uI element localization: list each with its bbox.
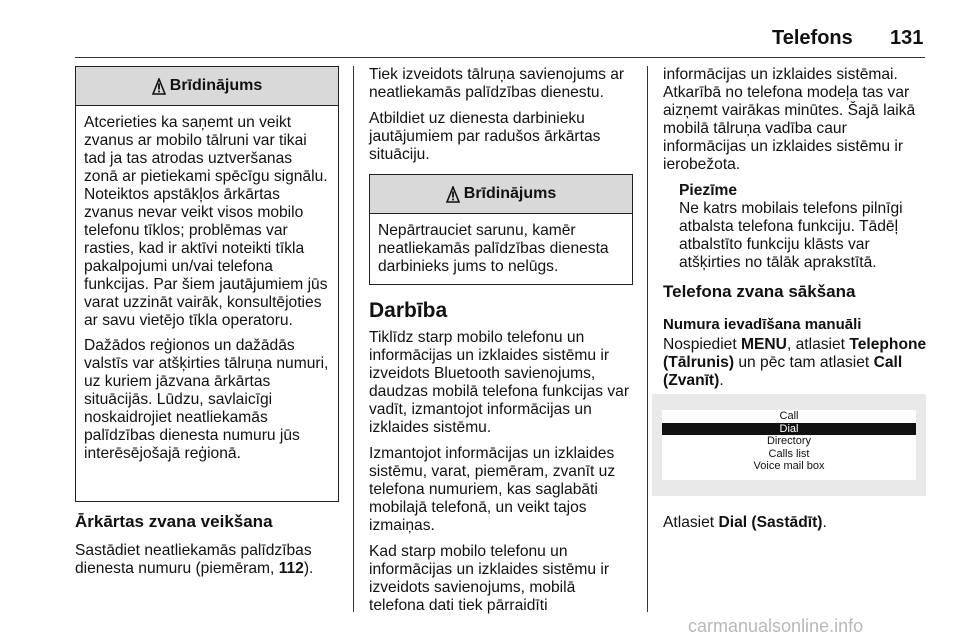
select-dial-paragraph: Atlasiet Dial (Sastādīt). bbox=[663, 514, 827, 531]
column-1 bbox=[75, 66, 339, 586]
intro-paragraph: Tiek izveidots tālruņa savienojums ar neatliekamās palīdzības dienestu. bbox=[369, 66, 625, 101]
warning-box bbox=[369, 174, 633, 285]
note-block bbox=[663, 182, 927, 272]
warning-header bbox=[370, 175, 632, 214]
warning-title: Brīdinājums bbox=[463, 185, 557, 202]
column-3 bbox=[663, 66, 927, 398]
subsection-title-manual-entry: Numura ievadīšana manuāli bbox=[663, 316, 862, 333]
warning-paragraph: Nepārtrauciet sarunu, kamēr neatliekamās palīdzības dienesta darbinieks jums to nelūgs. bbox=[378, 222, 609, 275]
operation-paragraph: Izmantojot informācijas un izklaides sistēmu, varat, piemēram, zvanīt uz telefona numuriem, kas saglabāti mobilajā telefonā, un veikt tajos izmaiņas. bbox=[369, 445, 616, 534]
call-menu-title: Call bbox=[779, 410, 799, 422]
warning-body bbox=[370, 214, 632, 284]
call-menu-item-voice-mail[interactable]: Voice mail box bbox=[753, 460, 825, 472]
warning-body bbox=[76, 106, 338, 471]
column-divider-1 bbox=[353, 66, 354, 612]
steps-paragraph: Nospiediet MENU, atlasiet Telephone (Tālrunis) un pēc tam atlasiet Call (Zvanīt). bbox=[663, 336, 927, 389]
call-menu-item-calls-list[interactable]: Calls list bbox=[768, 447, 810, 460]
warning-icon bbox=[446, 186, 460, 203]
continuation-paragraph: informācijas un izklaides sistēmai. Atkarībā no telefona modeļa tas var aizņemt vairākas minūtes. Šajā laikā mobilā tālruņa vadība caur informācijas un izklaides sistēmu ir ierobežota. bbox=[663, 66, 916, 173]
column-divider-2 bbox=[647, 66, 648, 612]
operation-paragraph: Kad starp mobilo telefonu un informācijas un izklaides sistēmu ir izveidots savienojums, mobilā telefona dati tiek pārraidīti bbox=[369, 543, 610, 614]
section-title-start-call: Telefona zvana sākšana bbox=[663, 282, 856, 301]
emergency-call-paragraph: Sastādiet neatliekamās palīdzības dienesta numuru (piemēram, 112). bbox=[75, 542, 314, 577]
operation-paragraph: Tiklīdz starp mobilo telefonu un informācijas un izklaides sistēmu ir izveidots Bluetooth savienojums, daudzas mobilā telefona funkcijas var vadīt, izmantojot informācijas un izklaides sistēmu. bbox=[369, 329, 630, 436]
header-rule bbox=[75, 57, 925, 58]
warning-paragraph: Atcerieties ka saņemt un veikt zvanus ar mobilo tālruni var tikai tad ja tas atrodas uztveršanas zonā ar pietiekami spēcīgu signālu. Noteiktos apstākļos ārkārtas zvanus nevar veikt visos mobilo telefonu tīklos; problēmas var rasties, kad ir aktīvi noteikti tīkla pakalpojumi un/vai telefona funkcijas. Par šiem jautājumiem jūs varat uzzināt vairāk, konsultējoties ar savu vietējo tīkla operatoru. bbox=[84, 114, 328, 329]
watermark: carmanualsonline.info bbox=[688, 616, 864, 636]
note-text: Ne katrs mobilais telefons pilnīgi atbalsta telefona funkciju. Tādēļ atbalstīto funkciju klāsts var atšķirties no tālāk aprakstītā. bbox=[679, 200, 903, 271]
warning-icon bbox=[152, 78, 166, 95]
warning-box bbox=[75, 66, 339, 502]
intro-paragraph: Atbildiet uz dienesta darbinieku jautājumiem par radušos ārkārtas situāciju. bbox=[369, 110, 601, 163]
page-number: 131 bbox=[890, 27, 924, 49]
call-menu-item-directory[interactable]: Directory bbox=[766, 435, 811, 447]
note-title: Piezīme bbox=[679, 182, 738, 199]
warning-paragraph: Dažādos reģionos un dažādās valstīs var atšķirties tālruņa numuri, uz kuriem jāzvana ārkārtas situācijās. Lūdzu, savlaicīgi noskaidrojiet neatliekamās palīdzības dienesta numuru jūs interēsējošajā reģionā. bbox=[84, 337, 329, 462]
section-title-emergency-call: Ārkārtas zvana veikšana bbox=[75, 512, 273, 531]
column-2 bbox=[369, 66, 633, 623]
warning-header bbox=[76, 67, 338, 106]
call-menu-screenshot bbox=[652, 394, 926, 496]
warning-title: Brīdinājums bbox=[169, 77, 263, 94]
page-header-title: Telefons bbox=[772, 27, 853, 49]
call-menu-item-dial[interactable]: Dial bbox=[662, 423, 916, 436]
call-menu-screen bbox=[662, 410, 916, 480]
section-title-operation: Darbība bbox=[369, 299, 448, 322]
